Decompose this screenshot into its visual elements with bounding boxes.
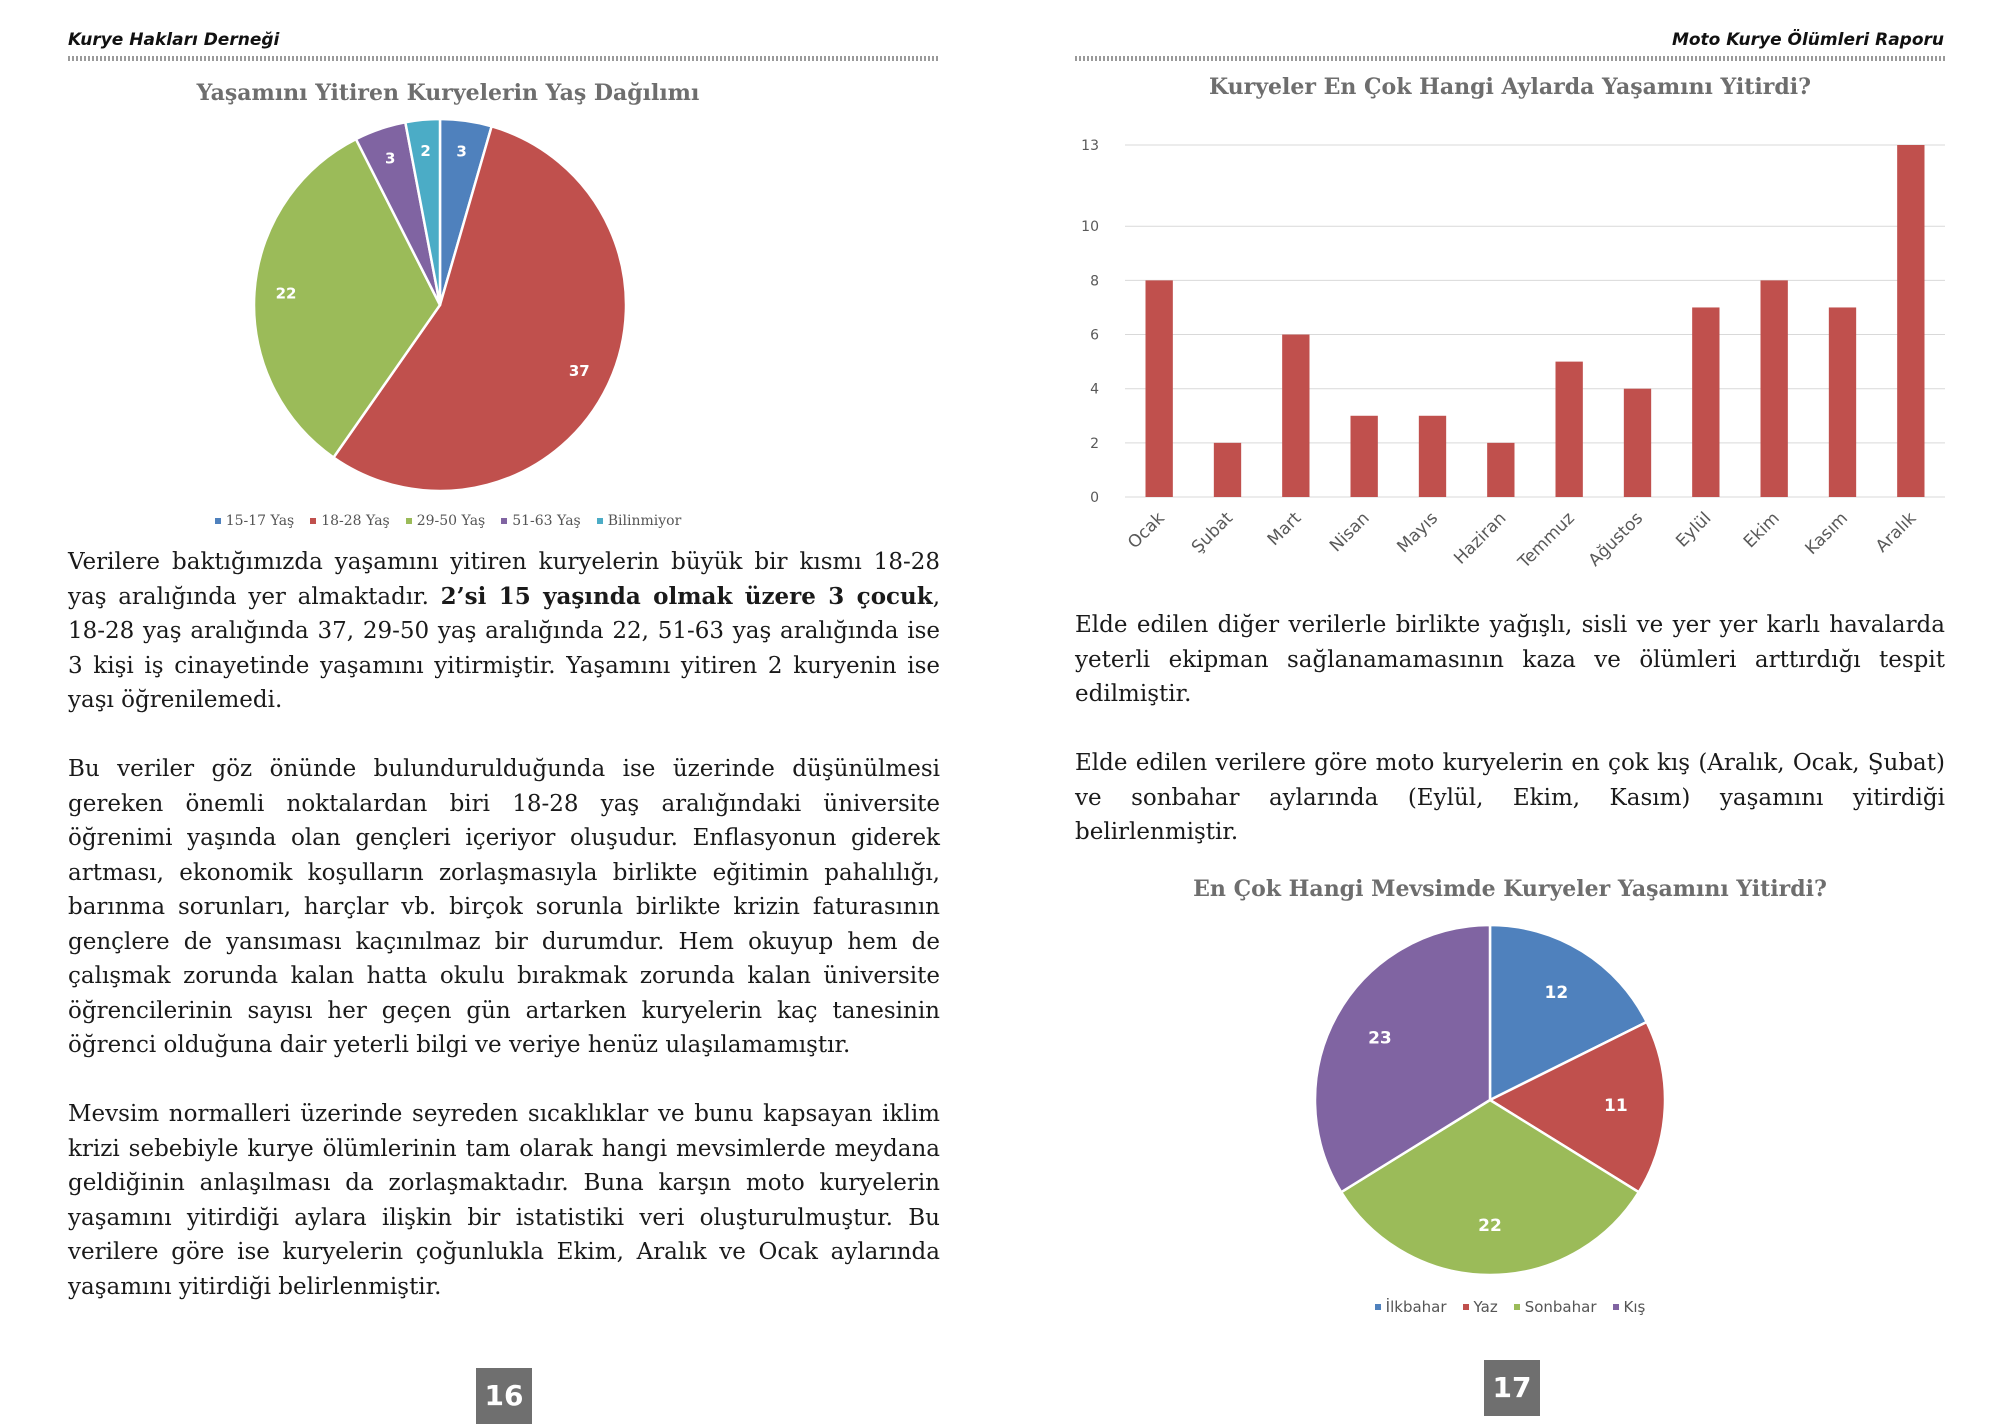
month-ytick-label-0: 0 [1090,490,1099,506]
right-paragraph-1: Elde edilen diğer verilerle birlikte yağışlı, sisli ve yer yer karlı havalarda yeterli ekipman sağlanamamasının kaza ve ölümleri arttırdığı tespit edilmiştir. [1075,612,1945,707]
right-paragraph-2: Elde edilen verilere göre moto kuryelerin en çok kış (Aralık, Ocak, Şubat) ve sonbahar aylarında (Eylül, Ekim, Kasım) yaşamını yitirdiği belirlenmiştir. [1075,750,1945,845]
age-legend-swatch-0 [215,518,221,524]
season-legend-item-3 [1613,1298,1646,1316]
season-slice-label-2: 22 [1478,1216,1502,1236]
left-paragraph-2: Bu veriler göz önünde bulundurulduğunda ise üzerinde düşünülmesi gereken önemli noktalardan biri 18-28 yaş aralığındaki üniversite öğrenimi yaşında olan gençleri içeriyor oluşudur. Enflasyonun giderek artması, ekonomik koşulların zorlaşmasıyla birlikte eğitimin pahalılığı, barınma sorunları, harçlar vb. birçok sorunla birlikte krizin faturasının gençlere de yansıması kaçınılmaz bir durumdur. Hem okuyup hem de çalışmak zorunda kalan hatta okulu bırakmak zorunda kalan üniversite öğrencilerinin sayısı her geçen gün artarken kuryelerin kaç tanesinin öğrenci olduğuna dair yeterli bilgi ve veriye henüz ulaşılamamıştır. [68,756,940,1058]
month-xtick-label-7: Ağustos [1584,508,1648,571]
season-legend-label-2: Sonbahar [1524,1298,1597,1316]
page-number-left: 16 [476,1368,532,1424]
month-xtick-label-2: Mart [1263,508,1306,550]
month-bar-2 [1282,335,1309,497]
month-xtick-label-9: Ekim [1739,508,1784,553]
month-bar-9 [1761,280,1788,497]
month-xtick-label-6: Temmuz [1514,508,1579,573]
month-bar-5 [1487,443,1514,497]
age-legend-swatch-1 [310,518,316,524]
age-pie-chart [230,105,650,505]
season-legend-swatch-2 [1514,1304,1520,1310]
header-rule-right [1075,56,1945,61]
month-ytick-label-4: 8 [1090,273,1099,290]
age-legend-label-0: 15-17 Yaş [225,513,295,529]
month-bar-7 [1624,389,1651,497]
age-chart-legend [68,513,828,529]
season-slice-label-3: 23 [1368,1028,1392,1049]
season-chart-legend [1075,1298,1945,1316]
month-bar-chart [1060,125,1960,585]
left-body-text [68,545,940,1339]
month-xtick-label-10: Kasım [1801,508,1853,559]
left-paragraph-1: Verilere baktığımızda yaşamını yitiren kuryelerin büyük bir kısmı 18-28 yaş aralığında yer almaktadır. 2’si 15 yaşında olmak üzere 3 çocuk, 18-28 yaş aralığında 37, 29-50 yaş aralığında 22, 51-63 yaş aralığında ise 3 kişi iş cinayetinde yaşamını yitirmiştir. Yaşamını yitiren 2 kuryenin ise yaşı öğrenilemedi. [68,549,941,713]
month-bar-1 [1214,443,1241,497]
month-ytick-label-6: 13 [1081,138,1099,154]
season-legend-swatch-3 [1613,1304,1619,1310]
emphasis-children: 2’si 15 yaşında olmak üzere 3 çocuk [440,582,933,610]
season-legend-item-2 [1514,1298,1597,1316]
month-xtick-label-0: Ocak [1124,508,1169,553]
age-legend-item-3 [501,513,581,529]
age-legend-label-3: 51-63 Yaş [512,513,581,529]
age-legend-item-4 [597,513,682,529]
header-rule-left [68,56,940,61]
age-slice-label-2: 22 [275,284,297,303]
month-xtick-label-5: Haziran [1450,508,1511,569]
right-body-text [1075,608,1945,884]
month-xtick-label-11: Aralık [1872,508,1921,557]
month-xtick-label-8: Eylül [1672,508,1716,552]
season-legend-label-0: İlkbahar [1385,1298,1447,1316]
season-legend-label-1: Yaz [1473,1298,1498,1316]
age-legend-label-1: 18-28 Yaş [321,513,390,529]
month-chart-title: Kuryeler En Çok Hangi Aylarda Yaşamını Yitirdi? [1209,74,1811,100]
month-xtick-label-1: Şubat [1187,508,1238,558]
month-ytick-label-1: 2 [1090,435,1099,452]
right-page [1000,0,2000,1419]
season-legend-swatch-0 [1375,1304,1381,1310]
month-bar-10 [1829,307,1856,497]
age-slice-label-3: 3 [385,149,396,168]
age-legend-swatch-3 [501,518,507,524]
season-legend-item-0 [1375,1298,1447,1316]
month-bar-8 [1692,307,1719,497]
age-legend-swatch-4 [597,518,603,524]
age-slice-label-4: 2 [420,141,431,160]
month-ytick-label-5: 10 [1081,219,1099,236]
season-legend-item-1 [1463,1298,1498,1316]
season-slice-label-1: 11 [1604,1095,1628,1116]
month-bar-4 [1419,416,1446,497]
running-head-right: Moto Kurye Ölümleri Raporu [1671,30,1944,50]
month-xtick-label-4: Mayıs [1393,508,1443,557]
season-pie-chart [1305,915,1675,1285]
month-xtick-label-3: Nisan [1325,508,1374,557]
left-paragraph-3: Mevsim normalleri üzerinde seyreden sıcaklıklar ve bunu kapsayan iklim krizi sebebiyle kurye ölümlerinin tam olarak hangi mevsimlerde meydana geldiğinin anlaşılması da zorlaşmaktadır. Buna karşın moto kuryelerin yaşamını yitirdiği aylara ilişkin bir istatistiki veri oluşturulmuştur. Bu verilere göre ise kuryelerin çoğunlukla Ekim, Aralık ve Ocak aylarında yaşamını yitirdiği belirlenmiştir. [68,1101,940,1300]
age-chart-title: Yaşamını Yitiren Kuryelerin Yaş Dağılımı [196,80,700,106]
month-bar-0 [1146,280,1173,497]
age-slice-label-0: 3 [456,142,467,161]
season-slice-label-0: 12 [1544,982,1569,1003]
age-legend-label-2: 29-50 Yaş [416,513,486,529]
age-legend-item-0 [215,513,295,529]
age-legend-item-1 [310,513,390,529]
page-number-right: 17 [1484,1360,1540,1416]
month-bar-6 [1556,362,1583,497]
month-ytick-label-3: 6 [1090,327,1099,344]
season-legend-swatch-1 [1463,1304,1469,1310]
left-page [0,0,1000,1419]
season-chart-title: En Çok Hangi Mevsimde Kuryeler Yaşamını Yitirdi? [1193,876,1827,902]
month-ytick-label-2: 4 [1090,381,1099,398]
age-legend-swatch-2 [406,518,412,524]
age-legend-item-2 [406,513,486,529]
season-legend-label-3: Kış [1623,1298,1646,1316]
month-bar-3 [1351,416,1378,497]
age-slice-label-1: 37 [568,362,590,381]
month-bar-11 [1897,145,1924,497]
running-head-left: Kurye Hakları Derneği [68,30,280,50]
age-legend-label-4: Bilinmiyor [607,513,682,529]
